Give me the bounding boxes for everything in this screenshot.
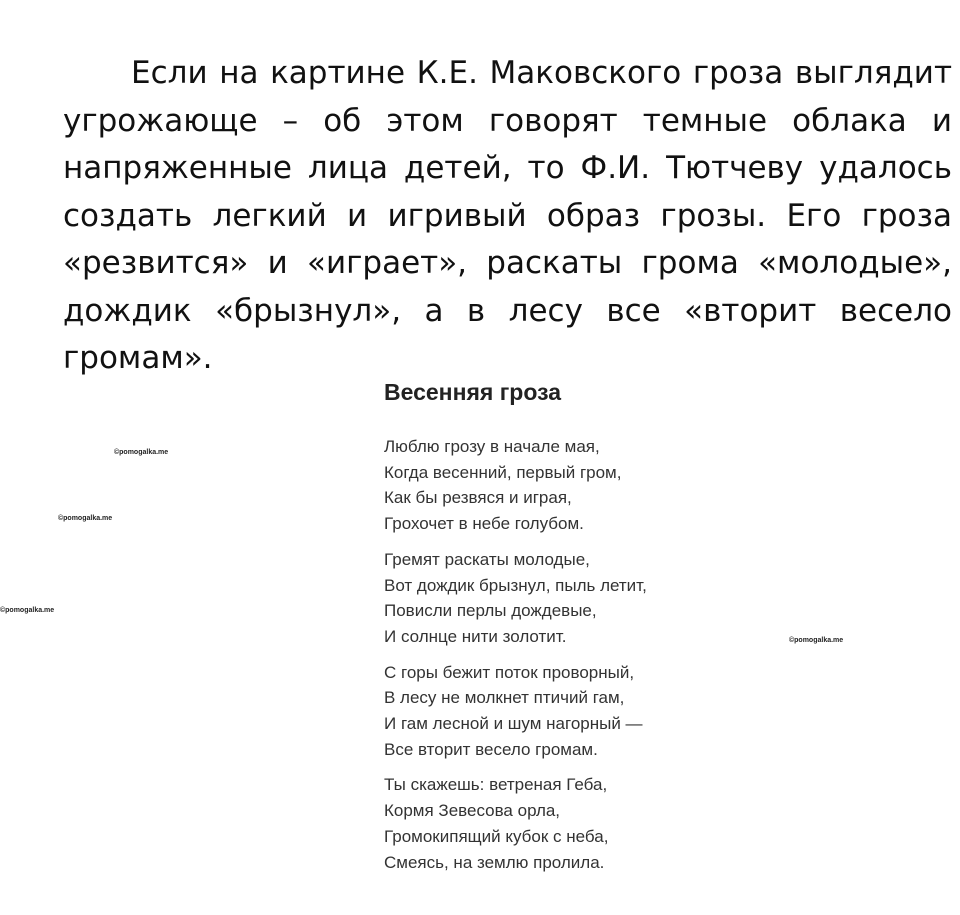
poem-line: Смеясь, на землю пролила. xyxy=(384,852,605,872)
poem-stanza-4 xyxy=(384,772,944,875)
poem-line: И гам лесной и шум нагорный — xyxy=(384,714,643,734)
poem-line: Ты скажешь: ветреная Геба, xyxy=(384,775,608,795)
poem-line: Люблю грозу в начале мая, xyxy=(384,437,600,456)
poem-line: Громокипящий кубок с неба, xyxy=(384,826,609,846)
poem-block xyxy=(384,372,944,885)
poem-line: Как бы резвяся и играя, xyxy=(384,488,572,508)
poem-stanza-2 xyxy=(384,547,944,650)
poem-line: И солнце нити золотит. xyxy=(384,626,567,646)
poem-line: Вот дождик брызнул, пыль летит, xyxy=(384,575,647,595)
poem-line: Повисли перлы дождевые, xyxy=(384,601,597,621)
poem-line: С горы бежит поток проворный, xyxy=(384,662,635,682)
watermark-text: ©pomogalka.me xyxy=(58,515,113,522)
poem-title: Весенняя гроза xyxy=(384,379,561,405)
poem-line: Грохочет в небе голубом. xyxy=(384,514,584,534)
poem-line: В лесу не молкнет птичий гам, xyxy=(384,688,625,708)
poem-stanza-3 xyxy=(384,660,944,763)
poem-line: Когда весенний, первый гром, xyxy=(384,462,622,482)
watermark-text: ©pomogalka.me xyxy=(789,637,844,644)
poem-line: Гремят раскаты молодые, xyxy=(384,549,590,569)
watermark-text: ©pomogalka.me xyxy=(114,449,169,456)
poem-stanza-1 xyxy=(384,434,944,537)
poem-line: Все вторит весело громам. xyxy=(384,739,598,759)
watermark-text: ©pomogalka.me xyxy=(0,607,55,614)
essay-paragraph: Если на картине К.Е. Маковского гроза выглядит угрожающе – об этом говорят темные облака и напряженные лица детей, то Ф.И. Тютчеву удалось создать легкий и игривый образ грозы. Его гроза «резвится» и «играет», раскаты грома «молодые», дождик «брызнул», а в лесу все «вторит весело громам». xyxy=(63,55,952,376)
poem-line: Кормя Зевесова орла, xyxy=(384,801,561,821)
